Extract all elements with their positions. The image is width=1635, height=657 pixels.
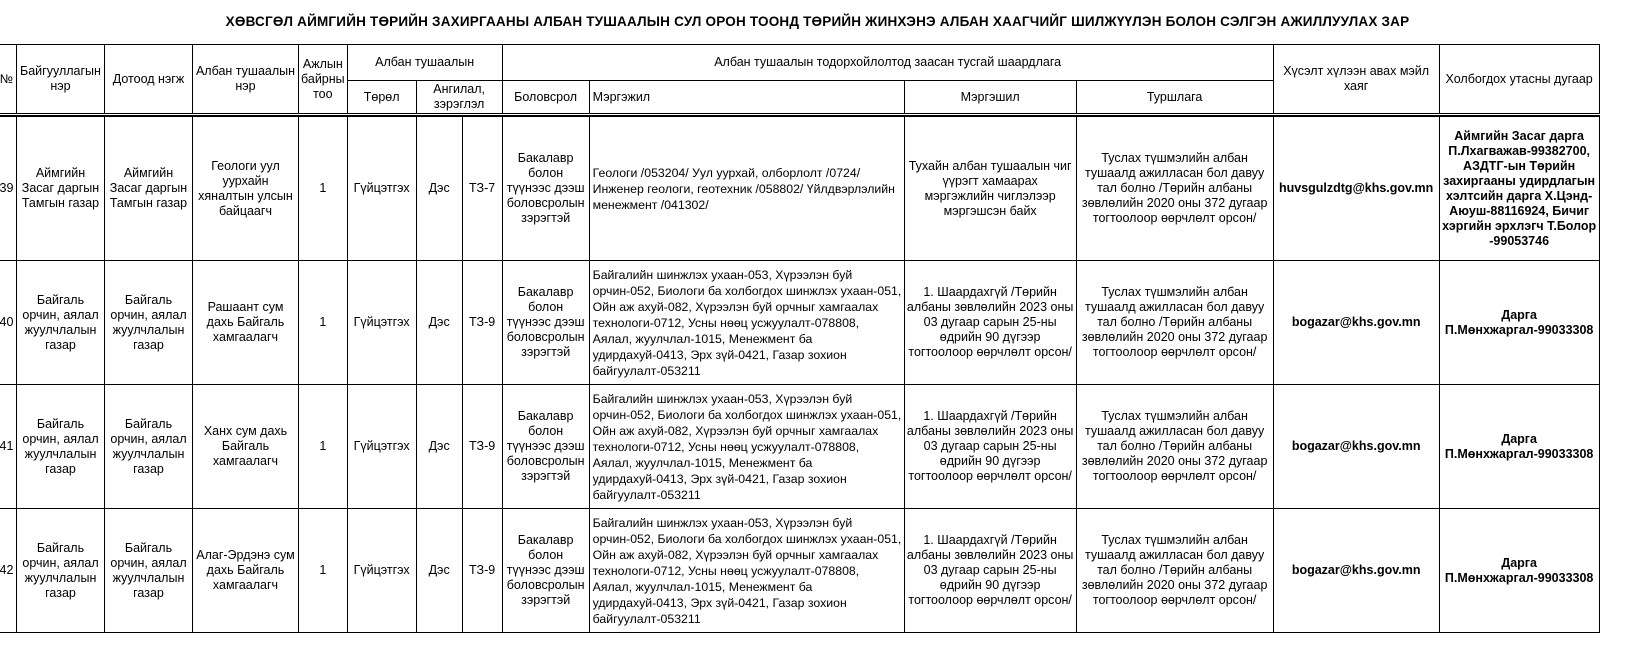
header-qualification: Мэргэшил: [904, 81, 1076, 115]
phone-cell: Дарга П.Мөнхжаргал-99033308: [1439, 509, 1599, 633]
table-row: [0, 509, 1599, 633]
phone-cell: Дарга П.Мөнхжаргал-99033308: [1439, 261, 1599, 385]
qualification-cell: 1. Шаардахгүй /Төрийн албаны зөвлөлийн 2023 оны 03 дугаар сарын 25-ны өдрийн 90 дүгээр тогтоолоор өөрчлөлт орсон/: [904, 385, 1076, 509]
grade-cell: ТЗ-9: [462, 509, 502, 633]
position-cell: Алаг-Эрдэнэ сум дахь Байгаль хамгаалагч: [193, 509, 299, 633]
type-cell: Гүйцэтгэх: [347, 385, 416, 509]
qualification-cell: Тухайн албан тушаалын чиг үүрэгт хамаарах мэргэжлийн чиглэлээр мэргэшсэн байх: [904, 117, 1076, 261]
unit-cell: Аймгийн Засаг даргын Тамгын газар: [105, 117, 193, 261]
profession-cell: Байгалийн шинжлэх ухаан-053, Хүрээлэн буй орчин-052, Биологи ба холбогдох шинжлэх ухаан-051, Ойн аж ахуй-082, Хүрээлэн буй орчныг хамгаалах технологи-0712, Усны нөөц усжуулалт-078808, Аялал, жуулчлал-1015, Менежмент ба удирдахуй-0413, Эрх зүй-0421, Газар зохион байгуулалт-053211: [589, 385, 904, 509]
header-org: Байгууллагын нэр: [17, 45, 105, 115]
vacancy-table: [0, 44, 1600, 633]
unit-cell: Байгаль орчин, аялал жуулчлалын газар: [105, 261, 193, 385]
education-cell: Бакалавр болон түүнээс дээш боловсролын зэрэгтэй: [502, 385, 589, 509]
unit-cell: Байгаль орчин, аялал жуулчлалын газар: [105, 509, 193, 633]
grade-cell: ТЗ-7: [462, 117, 502, 261]
header-education: Боловсрол: [502, 81, 589, 115]
table-row: [0, 261, 1599, 385]
position-cell: Ханх сум дахь Байгаль хамгаалагч: [193, 385, 299, 509]
header-position: Албан тушаалын нэр: [193, 45, 299, 115]
header-row: [0, 45, 1599, 81]
org-cell: Байгаль орчин, аялал жуулчлалын газар: [17, 509, 105, 633]
phone-cell: Аймгийн Засаг дарга П.Лхагважав-99382700, АЗДТГ-ын Төрийн захиргааны удирдлагын хэлтсийн дарга Х.Цэнд-Аюуш-88116924, Бичиг хэргийн эрхлэгч Т.Болор -99053746: [1439, 117, 1599, 261]
education-cell: Бакалавр болон түүнээс дээш боловсролын зэрэгтэй: [502, 117, 589, 261]
header-pos-group: Албан тушаалын: [347, 45, 502, 81]
type-cell: Гүйцэтгэх: [347, 261, 416, 385]
org-cell: Аймгийн Засаг даргын Тамгын газар: [17, 117, 105, 261]
header-type: Төрөл: [347, 81, 416, 115]
email-cell: bogazar@khs.gov.mn: [1273, 509, 1439, 633]
qualification-cell: 1. Шаардахгүй /Төрийн албаны зөвлөлийн 2023 оны 03 дугаар сарын 25-ны өдрийн 90 дүгээр тогтоолоор өөрчлөлт орсон/: [904, 509, 1076, 633]
header-phone: Холбогдох утасны дугаар: [1439, 45, 1599, 115]
email-cell: bogazar@khs.gov.mn: [1273, 385, 1439, 509]
category-cell: Дэс: [416, 261, 462, 385]
table-row: [0, 117, 1599, 261]
header-no: №: [0, 45, 17, 115]
header-count: Ажлын байрны тоо: [299, 45, 348, 115]
grade-cell: ТЗ-9: [462, 261, 502, 385]
profession-cell: Байгалийн шинжлэх ухаан-053, Хүрээлэн буй орчин-052, Биологи ба холбогдох шинжлэх ухаан-051, Ойн аж ахуй-082, Хүрээлэн буй орчныг хамгаалах технологи-0712, Усны нөөц усжуулалт-078808, Аялал, жуулчлал-1015, Менежмент ба удирдахуй-0413, Эрх зүй-0421, Газар зохион байгуулалт-053211: [589, 261, 904, 385]
count-cell: 1: [299, 261, 348, 385]
position-cell: Геологи уул уурхайн хяналтын улсын байцаагч: [193, 117, 299, 261]
experience-cell: Туслах түшмэлийн албан тушаалд ажилласан бол давуу тал болно /Төрийн албаны зөвлөлийн 2020 оны 372 дугаар тогтоолоор өөрчлөлт орсон/: [1076, 509, 1273, 633]
category-cell: Дэс: [416, 509, 462, 633]
row-number: 42: [0, 509, 17, 633]
header-category: Ангилал, зэрэглэл: [416, 81, 502, 115]
header-requirements: Албан тушаалын тодорхойлолтод заасан тусгай шаардлага: [502, 45, 1273, 81]
header-profession: Мэргэжил: [589, 81, 904, 115]
experience-cell: Туслах түшмэлийн албан тушаалд ажилласан бол давуу тал болно /Төрийн албаны зөвлөлийн 2020 оны 372 дугаар тогтоолоор өөрчлөлт орсон/: [1076, 385, 1273, 509]
experience-cell: Туслах түшмэлийн албан тушаалд ажилласан бол давуу тал болно /Төрийн албаны зөвлөлийн 2020 оны 372 дугаар тогтоолоор өөрчлөлт орсон/: [1076, 261, 1273, 385]
education-cell: Бакалавр болон түүнээс дээш боловсролын зэрэгтэй: [502, 261, 589, 385]
document-title: ХӨВСГӨЛ АЙМГИЙН ТӨРИЙН ЗАХИРГААНЫ АЛБАН ТУШААЛЫН СУЛ ОРОН ТООНД ТӨРИЙН ЖИНХЭНЭ АЛБАН ХААГЧИЙГ ШИЛЖҮҮЛЭН БОЛОН СЭЛГЭН АЖИЛЛУУЛАХ ЗАР: [225, 14, 1410, 29]
header-experience: Туршлага: [1076, 81, 1273, 115]
grade-cell: ТЗ-9: [462, 385, 502, 509]
header-unit: Дотоод нэгж: [105, 45, 193, 115]
org-cell: Байгаль орчин, аялал жуулчлалын газар: [17, 385, 105, 509]
count-cell: 1: [299, 385, 348, 509]
row-number: 41: [0, 385, 17, 509]
experience-cell: Туслах түшмэлийн албан тушаалд ажилласан бол давуу тал болно /Төрийн албаны зөвлөлийн 2020 оны 372 дугаар тогтоолоор өөрчлөлт орсон/: [1076, 117, 1273, 261]
org-cell: Байгаль орчин, аялал жуулчлалын газар: [17, 261, 105, 385]
row-number: 39: [0, 117, 17, 261]
education-cell: Бакалавр болон түүнээс дээш боловсролын зэрэгтэй: [502, 509, 589, 633]
type-cell: Гүйцэтгэх: [347, 117, 416, 261]
type-cell: Гүйцэтгэх: [347, 509, 416, 633]
count-cell: 1: [299, 509, 348, 633]
category-cell: Дэс: [416, 117, 462, 261]
position-cell: Рашаант сум дахь Байгаль хамгаалагч: [193, 261, 299, 385]
email-cell: bogazar@khs.gov.mn: [1273, 261, 1439, 385]
category-cell: Дэс: [416, 385, 462, 509]
unit-cell: Байгаль орчин, аялал жуулчлалын газар: [105, 385, 193, 509]
count-cell: 1: [299, 117, 348, 261]
phone-cell: Дарга П.Мөнхжаргал-99033308: [1439, 385, 1599, 509]
profession-cell: Геологи /053204/ Уул уурхай, олборлолт /0724/ Инженер геологи, геотехник /058802/ Үйлдвэрлэлийн менежмент /041302/: [589, 117, 904, 261]
row-number: 40: [0, 261, 17, 385]
email-cell: huvsgulzdtg@khs.gov.mn: [1273, 117, 1439, 261]
table-row: [0, 385, 1599, 509]
profession-cell: Байгалийн шинжлэх ухаан-053, Хүрээлэн буй орчин-052, Биологи ба холбогдох шинжлэх ухаан-051, Ойн аж ахуй-082, Хүрээлэн буй орчныг хамгаалах технологи-0712, Усны нөөц усжуулалт-078808, Аялал, жуулчлал-1015, Менежмент ба удирдахуй-0413, Эрх зүй-0421, Газар зохион байгуулалт-053211: [589, 509, 904, 633]
qualification-cell: 1. Шаардахгүй /Төрийн албаны зөвлөлийн 2023 оны 03 дугаар сарын 25-ны өдрийн 90 дүгээр тогтоолоор өөрчлөлт орсон/: [904, 261, 1076, 385]
header-email: Хүсэлт хүлээн авах мэйл хаяг: [1273, 45, 1439, 115]
